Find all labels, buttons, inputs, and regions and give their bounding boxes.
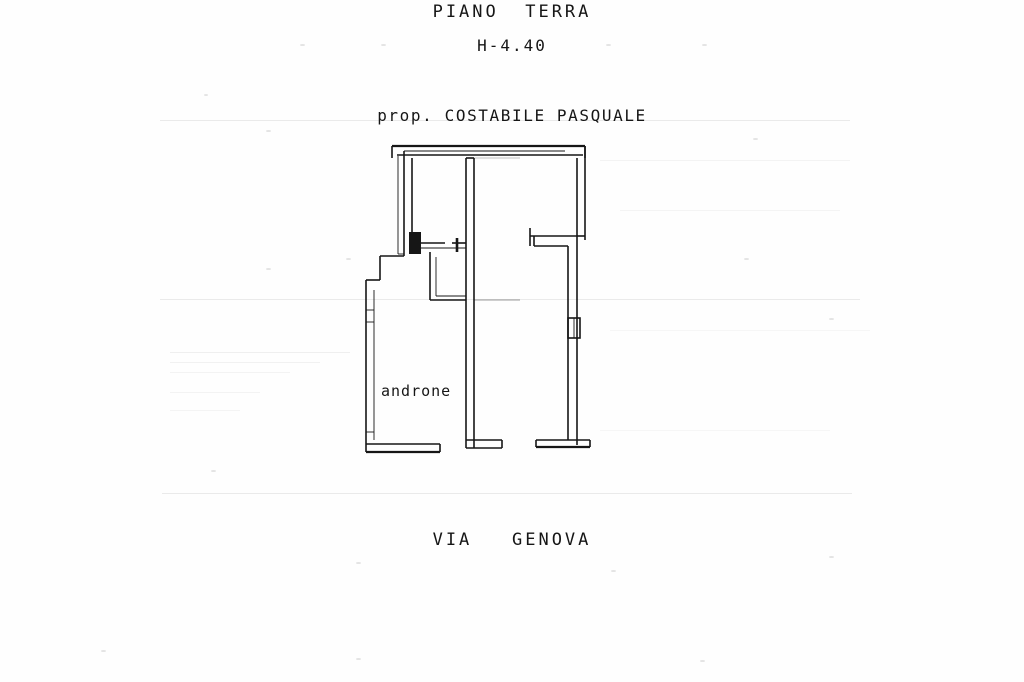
page-title-floor: PIANO TERRA <box>432 2 592 22</box>
door-jamb-block <box>409 232 421 254</box>
street-label: VIA GENOVA <box>432 530 592 550</box>
room-label-androne: androne <box>381 382 452 400</box>
title-owner: prop. COSTABILE PASQUALE <box>377 106 647 125</box>
title-height: H-4.40 <box>477 36 547 55</box>
